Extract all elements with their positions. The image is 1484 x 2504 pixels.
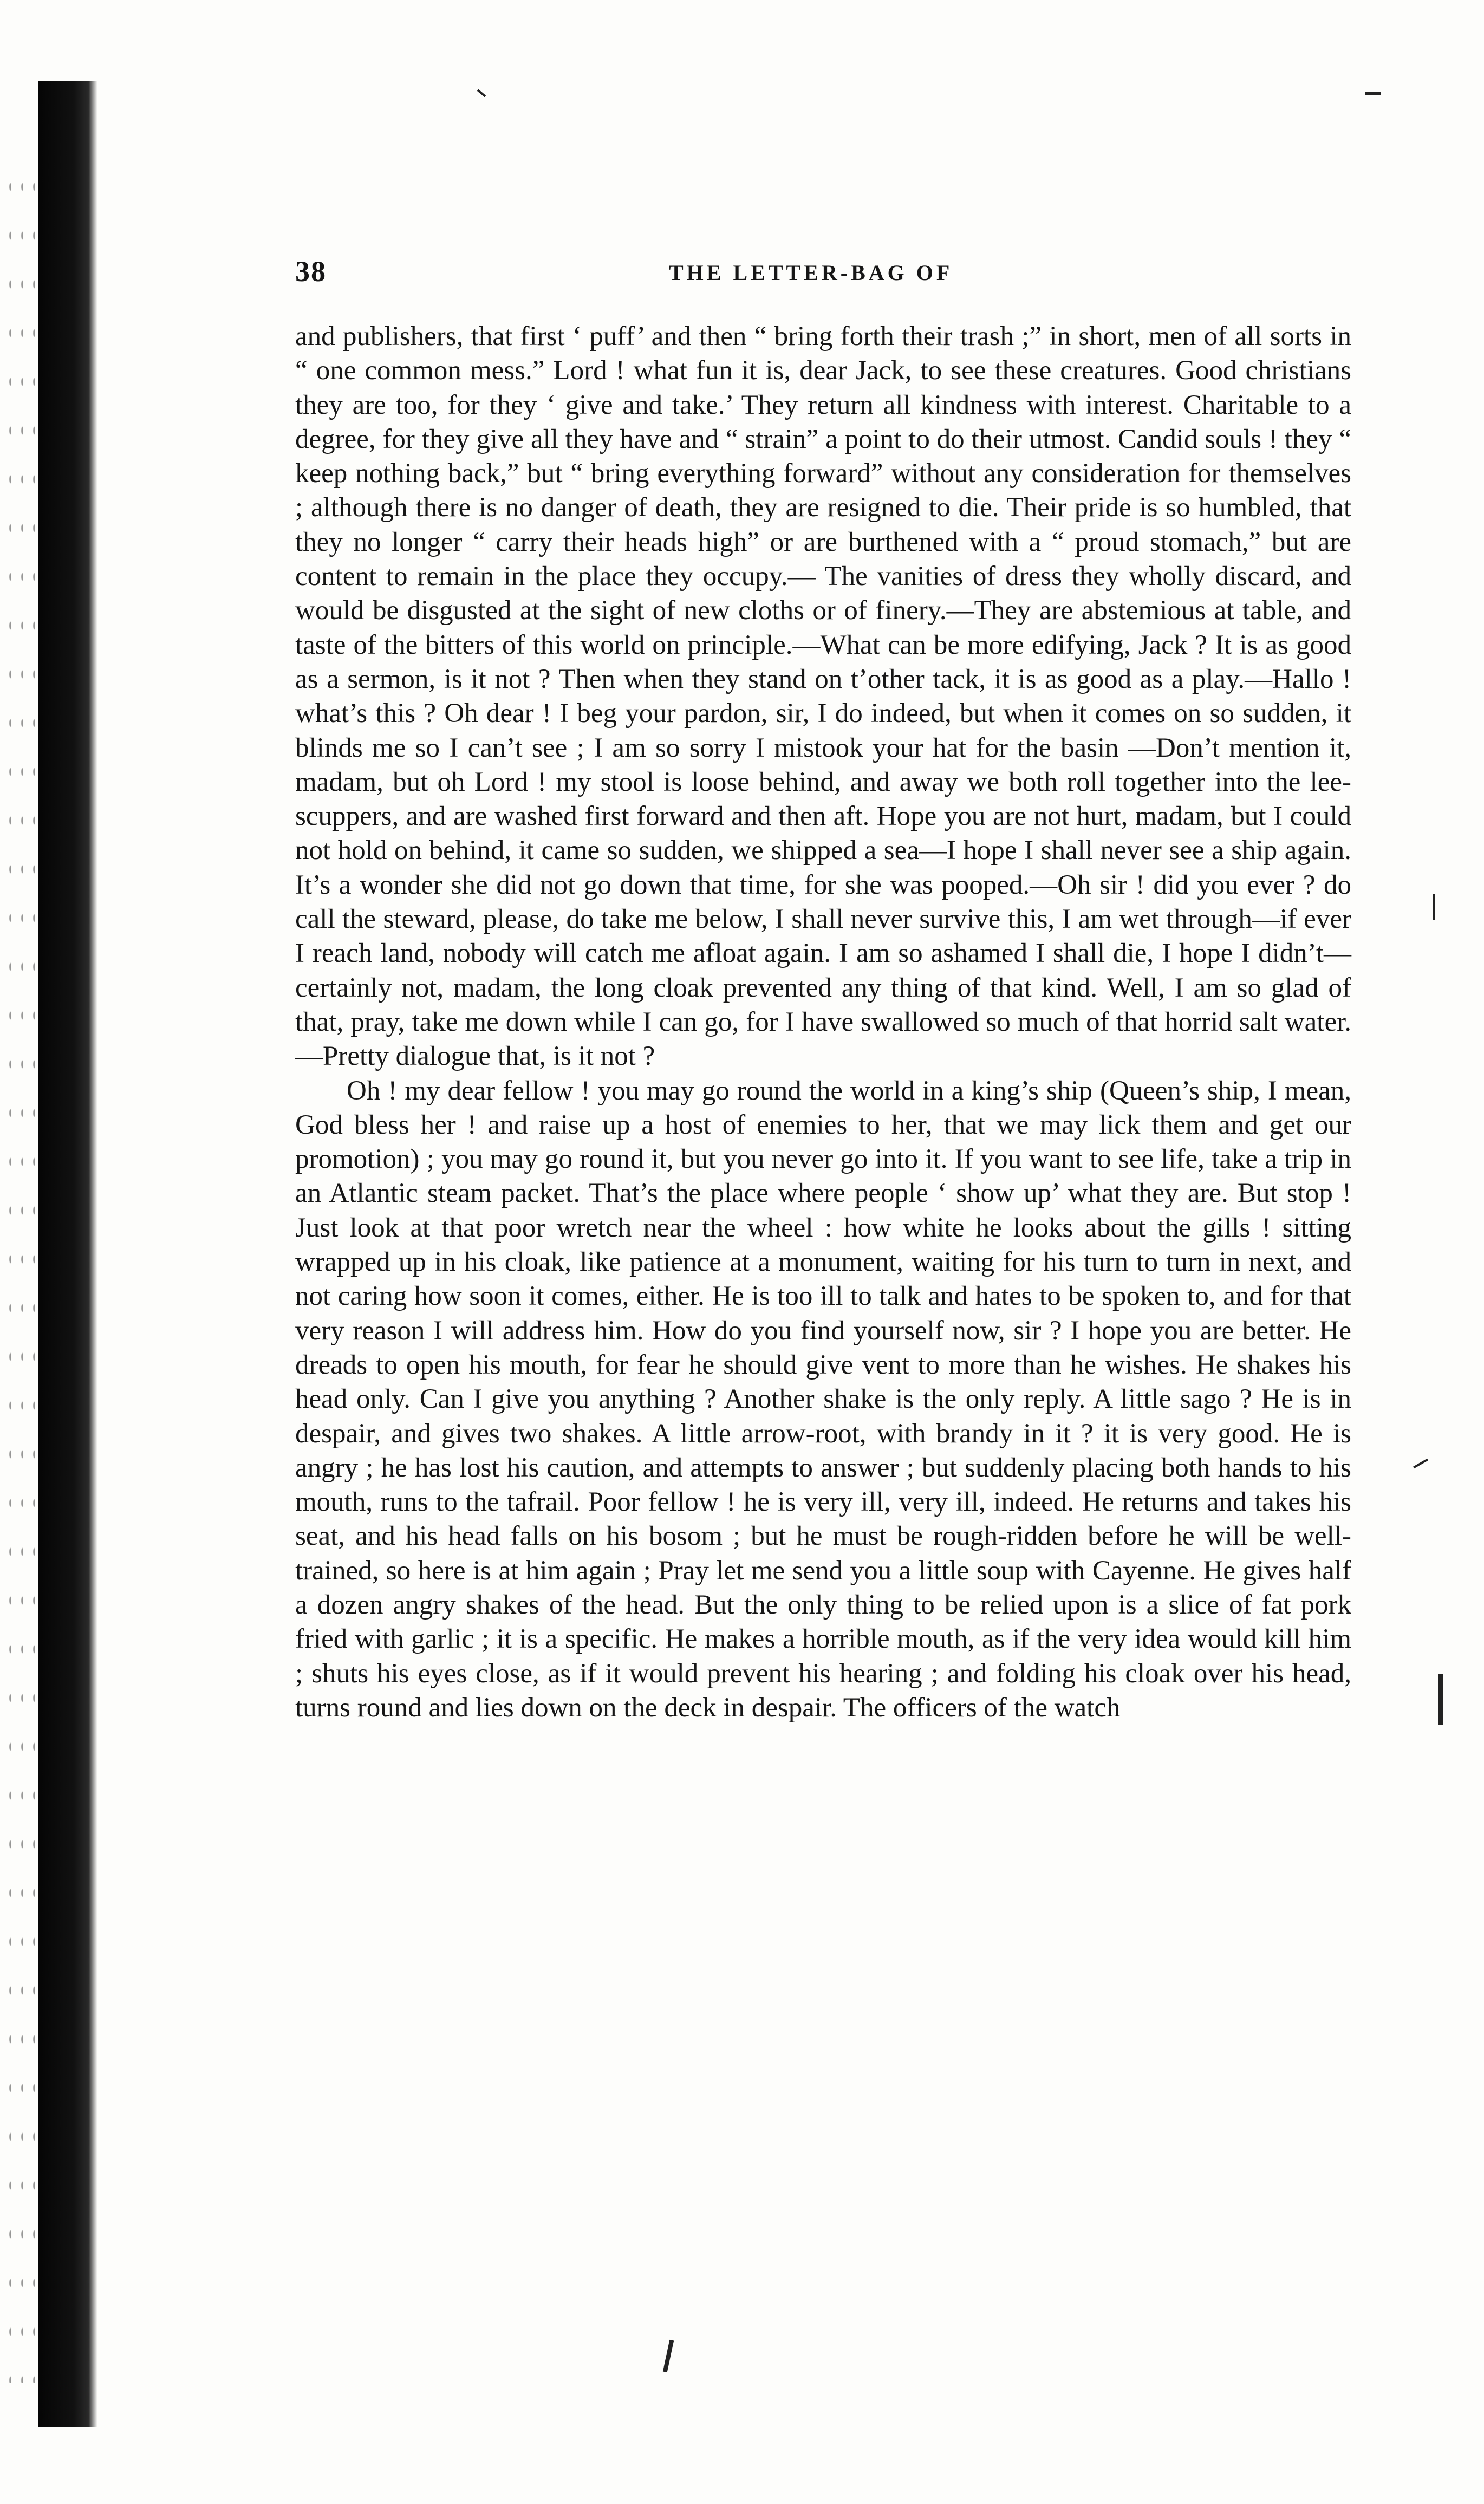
- scan-speck: [477, 89, 486, 97]
- margin-mark: [1433, 894, 1435, 920]
- scan-speck: [663, 2340, 674, 2372]
- scan-speck: [1365, 92, 1381, 95]
- book-binding-edge: [38, 81, 97, 2427]
- running-head: [295, 255, 1373, 292]
- paragraph-2: Oh ! my dear fellow ! you may go round the world in a king’s ship (Queen’s ship, I mean, God bless her ! and raise up a host of enemies to her, that we may lick them and get our promotion) ; you may go round it, but you never go into it. If you want to see life, take a trip in an Atlantic steam packet. That’s the place where people ‘ show up’ what they are. But stop ! Just look at that poor wretch near the wheel : how white he looks about the gills ! sitting wrapped up in his cloak, like patience at a monument, waiting for his turn to turn in next, and not caring how soon it comes, either. He is too ill to talk and hates to be spoken to, and for that very reason I will address him. How do you find yourself now, sir ? I hope you are better. He dreads to open his mouth, for fear he should give vent to more than he wishes. He shakes his head only. Can I give you anything ? Another shake is the only reply. A little sago ? He is in despair, and gives two shakes. A little arrow-root, with brandy in it ? it is very good. He is angry ; he has lost his caution, and attempts to answer ; but suddenly placing both hands to his mouth, runs to the tafrail. Poor fellow ! he is very ill, very ill, indeed. He returns and takes his seat, and his head falls on his bosom ; but he must be rough-ridden before he will be well-trained, so here is at him again ; Pray let me send you a little soup with Cayenne. He gives half a dozen angry shakes of the head. But the only thing to be relied upon is a slice of fat pork fried with garlic ; it is a specific. He makes a horrible mouth, as if the very idea would kill him ; shuts his eyes close, as if it would prevent his hearing ; and folding his cloak over his head, turns round and lies down on the deck in despair. The officers of the watch: [295, 1075, 1351, 1723]
- paragraph-1: and publishers, that first ‘ puff’ and then “ bring forth their trash ;” in short, men of all sorts in “ one common mess.” Lord ! what fun it is, dear Jack, to see these creatures. Good christians they are too, for they ‘ give and take.’ They return all kindness with interest. Charitable to a degree, for they give all they have and “ strain” a point to do their utmost. Candid souls ! they “ keep nothing back,” but “ bring everything forward” without any consideration for themselves ; although there is no danger of death, they are resigned to die. Their pride is so humbled, that they no longer “ carry their heads high” or are burthened with a “ proud stomach,” but are content to remain in the place they occupy.— The vanities of dress they wholly discard, and would be disgusted at the sight of new cloths or of finery.—They are abstemious at table, and taste of the bitters of this world on principle.—What can be more edifying, Jack ? It is as good as a sermon, is it not ? Then when they stand on t’other tack, it is as good as a play.—Hallo ! what’s this ? Oh dear ! I beg your pardon, sir, I do indeed, but when it comes on so sudden, it blinds me so I can’t see ; I am so sorry I mistook your hat for the basin —Don’t mention it, madam, but oh Lord ! my stool is loose behind, and away we both roll together into the lee-scuppers, and are washed first forward and then aft. Hope you are not hurt, madam, but I could not hold on behind, it came so sudden, we shipped a sea—I hope I shall never see a ship again. It’s a wonder she did not go down that time, for she was pooped.—Oh sir ! did you ever ? do call the steward, please, do take me below, I shall never survive this, I am wet through—if ever I reach land, nobody will catch me afloat again. I am so ashamed I shall die, I hope I didn’t—certainly not, madam, the long cloak prevented any thing of that kind. Well, I am so glad of that, pray, take me down while I can go, for I have swallowed so much of that horrid salt water.—Pretty dialogue that, is it not ?: [295, 321, 1351, 1072]
- scan-noise: [4, 162, 37, 2383]
- body-text: [295, 320, 1351, 1725]
- margin-mark: [1413, 1459, 1428, 1468]
- margin-mark: [1438, 1674, 1443, 1725]
- running-head-title: THE LETTER-BAG OF: [669, 261, 953, 285]
- page-number: 38: [295, 255, 327, 288]
